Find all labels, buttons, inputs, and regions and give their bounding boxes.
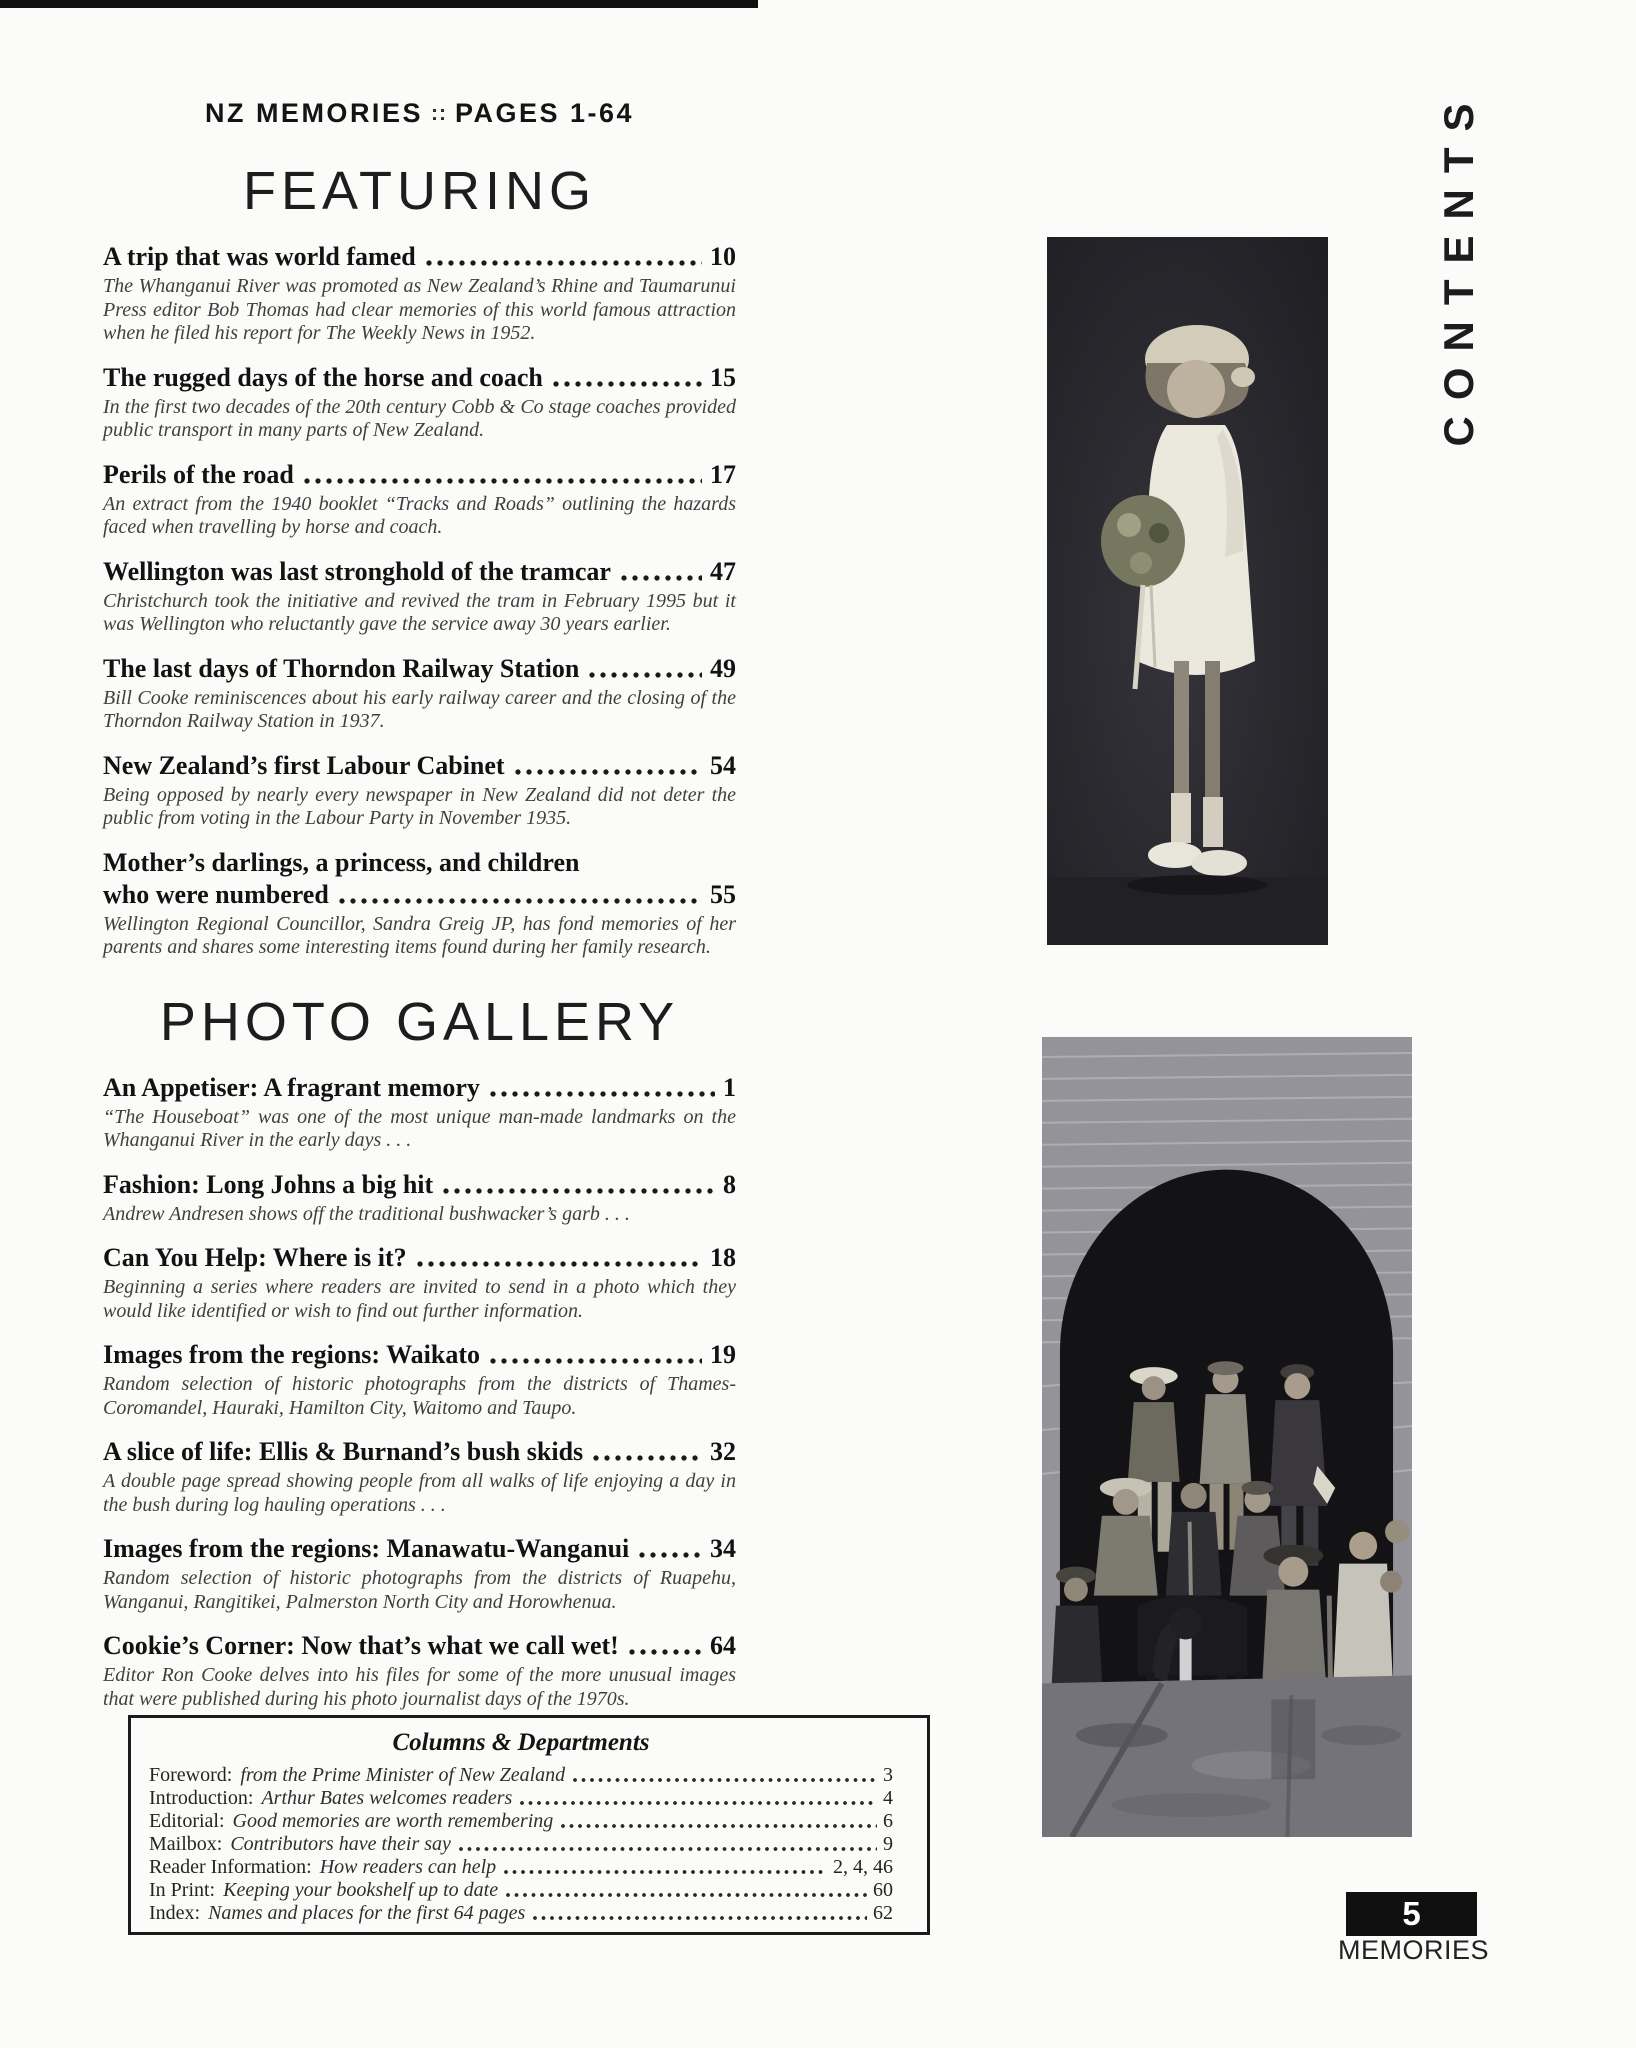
- dotted-leader: [490, 1357, 702, 1365]
- masthead-right: PAGES 1-64: [454, 98, 635, 128]
- toc-entry: [103, 847, 736, 960]
- department-label: Mailbox:: [149, 1833, 223, 1855]
- entry-title: Can You Help: Where is it?: [103, 1243, 407, 1272]
- toc-entry: [103, 1072, 736, 1153]
- dotted-leader: [520, 1800, 877, 1806]
- page-number: 47: [710, 556, 736, 586]
- page-number: 54: [710, 750, 736, 780]
- dotted-leader: [304, 477, 702, 485]
- dotted-leader: [339, 897, 702, 905]
- entry-title-row: [103, 1169, 736, 1200]
- dotted-leader: [629, 1648, 702, 1656]
- dotted-leader: [553, 380, 702, 388]
- departments-rows: [149, 1764, 893, 1925]
- dotted-leader: [621, 574, 702, 582]
- photo-tunnel-workers: [1042, 1037, 1412, 1837]
- page-number: 6: [883, 1810, 893, 1832]
- entry-title-row: [103, 879, 736, 910]
- entry-description: The Whanganui River was promoted as New Zealand’s Rhine and Taumarunui Press editor Bob Thomas had clear memories of this world famous attraction when he filed his report for The Weekly News in 1952.: [103, 275, 736, 344]
- entry-title-row: [103, 1072, 736, 1103]
- departments-title: Columns & Departments: [392, 1729, 650, 1756]
- department-label: In Print:: [149, 1879, 216, 1901]
- dotted-leader: [426, 259, 702, 267]
- entry-description: Bill Cooke reminiscences about his early railway career and the closing of the Thorndon Railway Station in 1937.: [103, 686, 736, 732]
- entry-title-row: [103, 1339, 736, 1370]
- department-row: [149, 1764, 893, 1787]
- toc-entry: [103, 1169, 736, 1227]
- department-label: Introduction:: [149, 1787, 254, 1809]
- page-number: 49: [710, 653, 736, 683]
- entry-description: Beginning a series where readers are invited to send in a photo which they would like identified or wish to find out further information.: [103, 1276, 736, 1322]
- page-number: 18: [710, 1243, 736, 1272]
- entry-description: An extract from the 1940 booklet “Tracks and Roads” outlining the hazards faced when travelling by horse and coach.: [103, 492, 736, 538]
- dotted-leader: [459, 1846, 877, 1852]
- photo-tunnel-illustration: [1042, 1037, 1412, 1837]
- entry-title-row: [103, 1436, 736, 1467]
- page-number: 5: [1402, 1895, 1421, 1932]
- section-title-photo-gallery: PHOTO GALLERY: [159, 991, 680, 1052]
- photo-girl-with-flowers: [1047, 237, 1328, 945]
- page-number: 1: [723, 1072, 736, 1102]
- page-number: 64: [710, 1631, 736, 1660]
- toc-column: [103, 100, 736, 1727]
- dotted-leader: [589, 671, 702, 679]
- photo-girl-illustration: [1047, 237, 1328, 945]
- toc-entry: [103, 1630, 736, 1711]
- department-label: Reader Information:: [149, 1856, 312, 1878]
- department-row: [149, 1787, 893, 1810]
- department-row: [149, 1902, 893, 1925]
- masthead-separator: ::: [430, 102, 447, 125]
- section-entries-photo-gallery: [103, 1072, 736, 1712]
- entry-title-line1: Mother’s darlings, a princess, and children: [103, 847, 580, 877]
- department-text: from the Prime Minister of New Zealand: [240, 1764, 566, 1786]
- entry-title-row: [103, 750, 736, 781]
- entry-description: Andrew Andresen shows off the traditional bushwacker’s garb . . .: [103, 1202, 630, 1225]
- entry-title-row: [103, 1630, 736, 1661]
- page-number: 55: [710, 879, 736, 909]
- toc-entry: [103, 1533, 736, 1614]
- masthead-left: NZ MEMORIES: [204, 98, 423, 128]
- dotted-leader: [417, 1260, 702, 1268]
- dotted-leader: [506, 1892, 867, 1898]
- section-title-featuring: FEATURING: [243, 161, 596, 221]
- department-row: [149, 1810, 893, 1833]
- dotted-leader: [561, 1823, 877, 1829]
- dotted-leader: [573, 1777, 877, 1783]
- entry-title: Perils of the road: [103, 459, 294, 489]
- masthead: [103, 100, 736, 129]
- entry-description: Random selection of historic photographs from the districts of Thames-Coromandel, Hauraki, Hamilton City, Waitomo and Taupo.: [103, 1373, 736, 1419]
- entry-title: A trip that was world famed: [103, 242, 416, 271]
- entry-title: New Zealand’s first Labour Cabinet: [103, 750, 505, 780]
- entry-title: The rugged days of the horse and coach: [103, 362, 543, 392]
- department-label: Foreword:: [149, 1764, 233, 1786]
- dotted-leader: [515, 768, 702, 776]
- page-number: 17: [710, 459, 736, 489]
- page-number: 60: [873, 1879, 893, 1901]
- entry-title: The last days of Thorndon Railway Station: [103, 653, 580, 683]
- departments-box: [128, 1715, 930, 1935]
- entry-title-row: [103, 459, 736, 490]
- page-number: 9: [883, 1833, 893, 1855]
- entry-description: A double page spread showing people from all walks of life enjoying a day in the bush during log hauling operations . . .: [103, 1470, 736, 1516]
- dotted-leader: [639, 1551, 702, 1559]
- department-label: Editorial:: [149, 1810, 225, 1832]
- entry-description: “The Houseboat” was one of the most unique man-made landmarks on the Whanganui River in the early days . . .: [103, 1105, 736, 1151]
- entry-description: Wellington Regional Councillor, Sandra Greig JP, has fond memories of her parents and shares some interesting items found during her family research.: [103, 912, 736, 958]
- entry-description: In the first two decades of the 20th century Cobb & Co stage coaches provided public transport in many parts of New Zealand.: [103, 395, 736, 441]
- department-row: [149, 1833, 893, 1856]
- magazine-name: MEMORIES: [1338, 1935, 1490, 1965]
- toc-entry: [103, 1436, 736, 1517]
- entry-description: Being opposed by nearly every newspaper in New Zealand did not deter the public from voting in the Labour Party in November 1935.: [103, 783, 736, 829]
- vertical-contents-title: CONTENTS: [1435, 87, 1482, 447]
- section-entries-featuring: [103, 241, 736, 960]
- dotted-leader: [533, 1915, 867, 1921]
- page-number: 3: [883, 1764, 893, 1786]
- page-number: 15: [710, 362, 736, 392]
- toc-entry: [103, 1242, 736, 1323]
- entry-title: Fashion: Long Johns a big hit: [103, 1169, 434, 1199]
- entry-title-row: [103, 362, 736, 393]
- dotted-leader: [443, 1187, 715, 1195]
- page-number: 32: [710, 1437, 736, 1466]
- entry-title-row: [103, 1533, 736, 1564]
- toc-entry: [103, 362, 736, 443]
- department-text: Contributors have their say: [230, 1833, 451, 1855]
- toc-sections: [103, 161, 736, 1711]
- department-row: [149, 1879, 893, 1902]
- page-number: 19: [710, 1340, 736, 1369]
- entry-description: Editor Ron Cooke delves into his files for some of the more unusual images that were published during his photo journalist days of the 1970s.: [103, 1664, 736, 1710]
- entry-title-row: [103, 241, 736, 272]
- department-text: Good memories are worth remembering: [232, 1810, 554, 1832]
- page-number: 34: [710, 1534, 736, 1563]
- entry-title: Images from the regions: Manawatu-Wanganui: [103, 1534, 630, 1563]
- toc-entry: [103, 556, 736, 637]
- entry-title: Images from the regions: Waikato: [103, 1340, 480, 1369]
- toc-entry: [103, 1339, 736, 1420]
- dotted-leader: [593, 1454, 702, 1462]
- entry-title: Wellington was last stronghold of the tramcar: [103, 556, 611, 586]
- page-number: 62: [873, 1902, 893, 1924]
- department-row: [149, 1856, 893, 1879]
- entry-description: Random selection of historic photographs from the districts of Ruapehu, Wanganui, Rangitikei, Palmerston North City and Horowhenua.: [103, 1567, 736, 1613]
- entry-title: An Appetiser: A fragrant memory: [103, 1072, 480, 1102]
- entry-title: who were numbered: [103, 879, 329, 909]
- page-number: 8: [723, 1169, 736, 1199]
- toc-entry: [103, 750, 736, 831]
- department-label: Index:: [149, 1902, 201, 1924]
- page-number: 10: [710, 242, 736, 271]
- department-text: Arthur Bates welcomes readers: [261, 1787, 513, 1809]
- department-text: Keeping your bookshelf up to date: [223, 1879, 499, 1901]
- page-number: 2, 4, 46: [833, 1856, 893, 1878]
- entry-title-row: [103, 556, 736, 587]
- entry-title: A slice of life: Ellis & Burnand’s bush skids: [103, 1437, 584, 1466]
- dotted-leader: [504, 1869, 827, 1875]
- toc-entry: [103, 241, 736, 346]
- dotted-leader: [490, 1090, 715, 1098]
- entry-title-row: [103, 653, 736, 684]
- page-number: 4: [883, 1787, 893, 1809]
- entry-title-row: [103, 1242, 736, 1273]
- department-text: How readers can help: [319, 1856, 497, 1878]
- toc-entry: [103, 653, 736, 734]
- entry-description: Christchurch took the initiative and revived the tram in February 1995 but it was Wellington who reluctantly gave the service away 30 years earlier.: [103, 589, 736, 635]
- department-text: Names and places for the first 64 pages: [208, 1902, 526, 1924]
- toc-entry: [103, 459, 736, 540]
- top-edge-bar: [0, 0, 758, 8]
- entry-title: Cookie’s Corner: Now that’s what we call wet!: [103, 1631, 619, 1660]
- page-number-badge: [1346, 1892, 1477, 1936]
